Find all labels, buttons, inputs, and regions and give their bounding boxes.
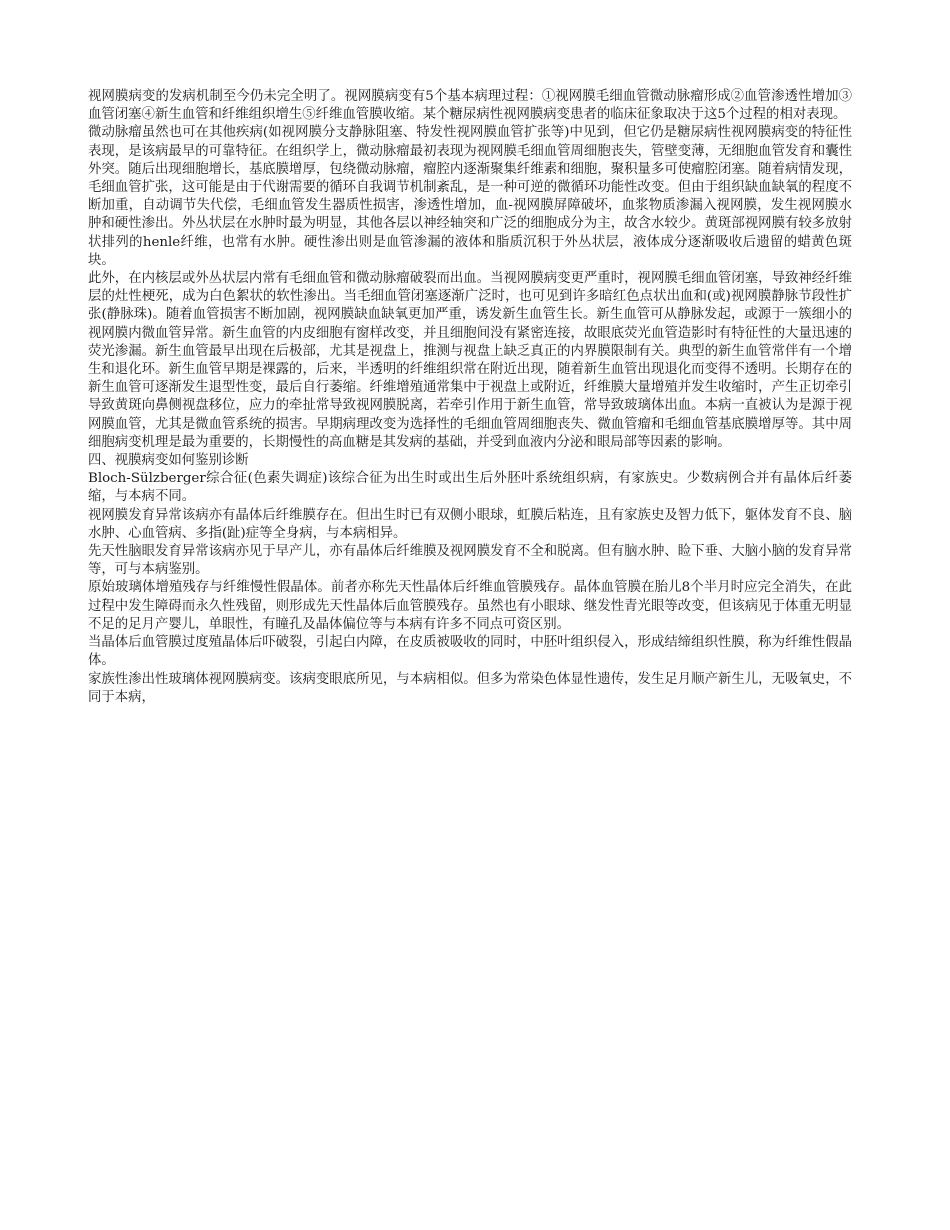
paragraph-bloch-sulzberger: Bloch-Sülzberger综合征(色素失调症)该综合征为出生时或出生后外胚叶系统组织病，有家族史。少数病例合并有晶体后纤萎缩，与本病不同。 [88,471,852,505]
paragraph-congenital-brain-eye: 先天性脑眼发育异常该病亦见于早产儿，亦有晶体后纤维膜及视网膜发育不全和脱离。但有脑水肿、睑下垂、大脑小脑的发育异常等，可与本病鉴别。 [88,544,852,578]
paragraph-retinal-dysplasia: 视网膜发育异常该病亦有晶体后纤维膜存在。但出生时已有双侧小眼球，虹膜后粘连，且有家族史及智力低下，躯体发育不良、脑水肿、心血管病、多指(趾)症等全身病，与本病相异。 [88,507,852,541]
paragraph-microaneurysm: 微动脉瘤虽然也可在其他疾病(如视网膜分支静脉阻塞、特发性视网膜血管扩张等)中见到，但它仍是糖尿病性视网膜病变的特征性表现，是该病最早的可靠特征。在组织学上，微动脉瘤最初表现为视网膜毛细血管周细胞丧失，管壁变薄，无细胞血管发育和囊性外突。随后出现细胞增长，基底膜增厚，包绕微动脉瘤，瘤腔内逐渐聚集纤维素和细胞，聚积量多可使瘤腔闭塞。随着病情发现，毛细血管扩张，这可能是由于代谢需要的循环自我调节机制紊乱，是一种可逆的微循环功能性改变。但由于组织缺血缺氧的程度不断加重，自动调节失代偿，毛细血管发生器质性损害，渗透性增加，血-视网膜屏障破坏，血浆物质渗漏入视网膜，发生视网膜水肿和硬性渗出。外丛状层在水肿时最为明显，其他各层以神经轴突和广泛的细胞成分为主，故含水较少。黄斑部视网膜有较多放射状排列的henle纤维，也常有水肿。硬性渗出则是血管渗漏的液体和脂质沉积于外丛状层，液体成分逐渐吸收后遗留的蜡黄色斑块。 [88,125,852,268]
paragraph-pathogenesis-intro: 视网膜病变的发病机制至今仍未完全明了。视网膜病变有5个基本病理过程：①视网膜毛细血管微动脉瘤形成②血管渗透性增加③血管闭塞④新生血管和纤维组织增生⑤纤维血管膜收缩。某个糖尿病性视网膜病变患者的临床征象取决于这5个过程的相对表现。 [88,89,852,123]
paragraph-hemorrhage-neovascularization: 此外，在内核层或外丛状层内常有毛细血管和微动脉瘤破裂而出血。当视网膜病变更严重时，视网膜毛细血管闭塞，导致神经纤维层的灶性梗死，成为白色絮状的软性渗出。当毛细血管闭塞逐渐广泛时，也可见到许多暗红色点状出血和(或)视网膜静脉节段性扩张(静脉珠)。随着血管损害不断加剧，视网膜缺血缺氧更加严重，诱发新生血管生长。新生血管可从静脉发起，或源于一簇细小的视网膜内微血管异常。新生血管的内皮细胞有窗样改变，并且细胞间没有紧密连接，故眼底荧光血管造影时有特征性的大量迅速的荧光渗漏。新生血管最早出现在后极部，尤其是视盘上，推测与视盘上缺乏真正的内界膜限制有关。典型的新生血管常伴有一个增生和退化环。新生血管早期是裸露的，后来，半透明的纤维组织常在附近出现，随着新生血管出现退化而变得不透明。长期存在的新生血管可逐渐发生退型性变，最后自行萎缩。纤维增殖通常集中于视盘上或附近，纤维膜大量增殖并发生收缩时，产生正切牵引导致黄斑向鼻侧视盘移位，应力的牵扯常导致视网膜脱离，若牵引作用于新生血管，常导致玻璃体出血。本病一直被认为是源于视网膜血管，尤其是微血管系统的损害。早期病理改变为选择性的毛细血管周细胞丧失、微血管瘤和毛细血管基底膜增厚等。其中周细胞病变机理是最为重要的，长期慢性的高血糖是其发病的基础，并受到血液内分泌和眼局部等因素的影响。 [88,271,852,450]
document-body [88,88,852,707]
section-heading-differential-diagnosis: 四、视膜病变如何鉴别诊断 [88,453,249,469]
paragraph-fibrous-pseudophakia: 当晶体后血管膜过度殖晶体后吓破裂，引起白内障，在皮质被吸收的同时，中胚叶组织侵入，形成结缔组织性膜，称为纤维性假晶体。 [88,635,852,669]
paragraph-familial-exudative: 家族性渗出性玻璃体视网膜病变。该病变眼底所见，与本病相似。但多为常染色体显性遗传，发生足月顺产新生儿，无吸氧史，不同于本病， [88,671,852,705]
paragraph-persistent-vitreous: 原始玻璃体增殖残存与纤维慢性假晶体。前者亦称先天性晶体后纤维血管膜残存。晶体血管膜在胎儿8个半月时应完全消失，在此过程中发生障碍而永久性残留，则形成先天性晶体后血管膜残存。虽然也有小眼球、继发性青光眼等改变，但该病见于体重无明显不足的足月产婴儿，单眼性，有瞳孔及晶体偏位等与本病有许多不同点可资区别。 [88,580,852,632]
